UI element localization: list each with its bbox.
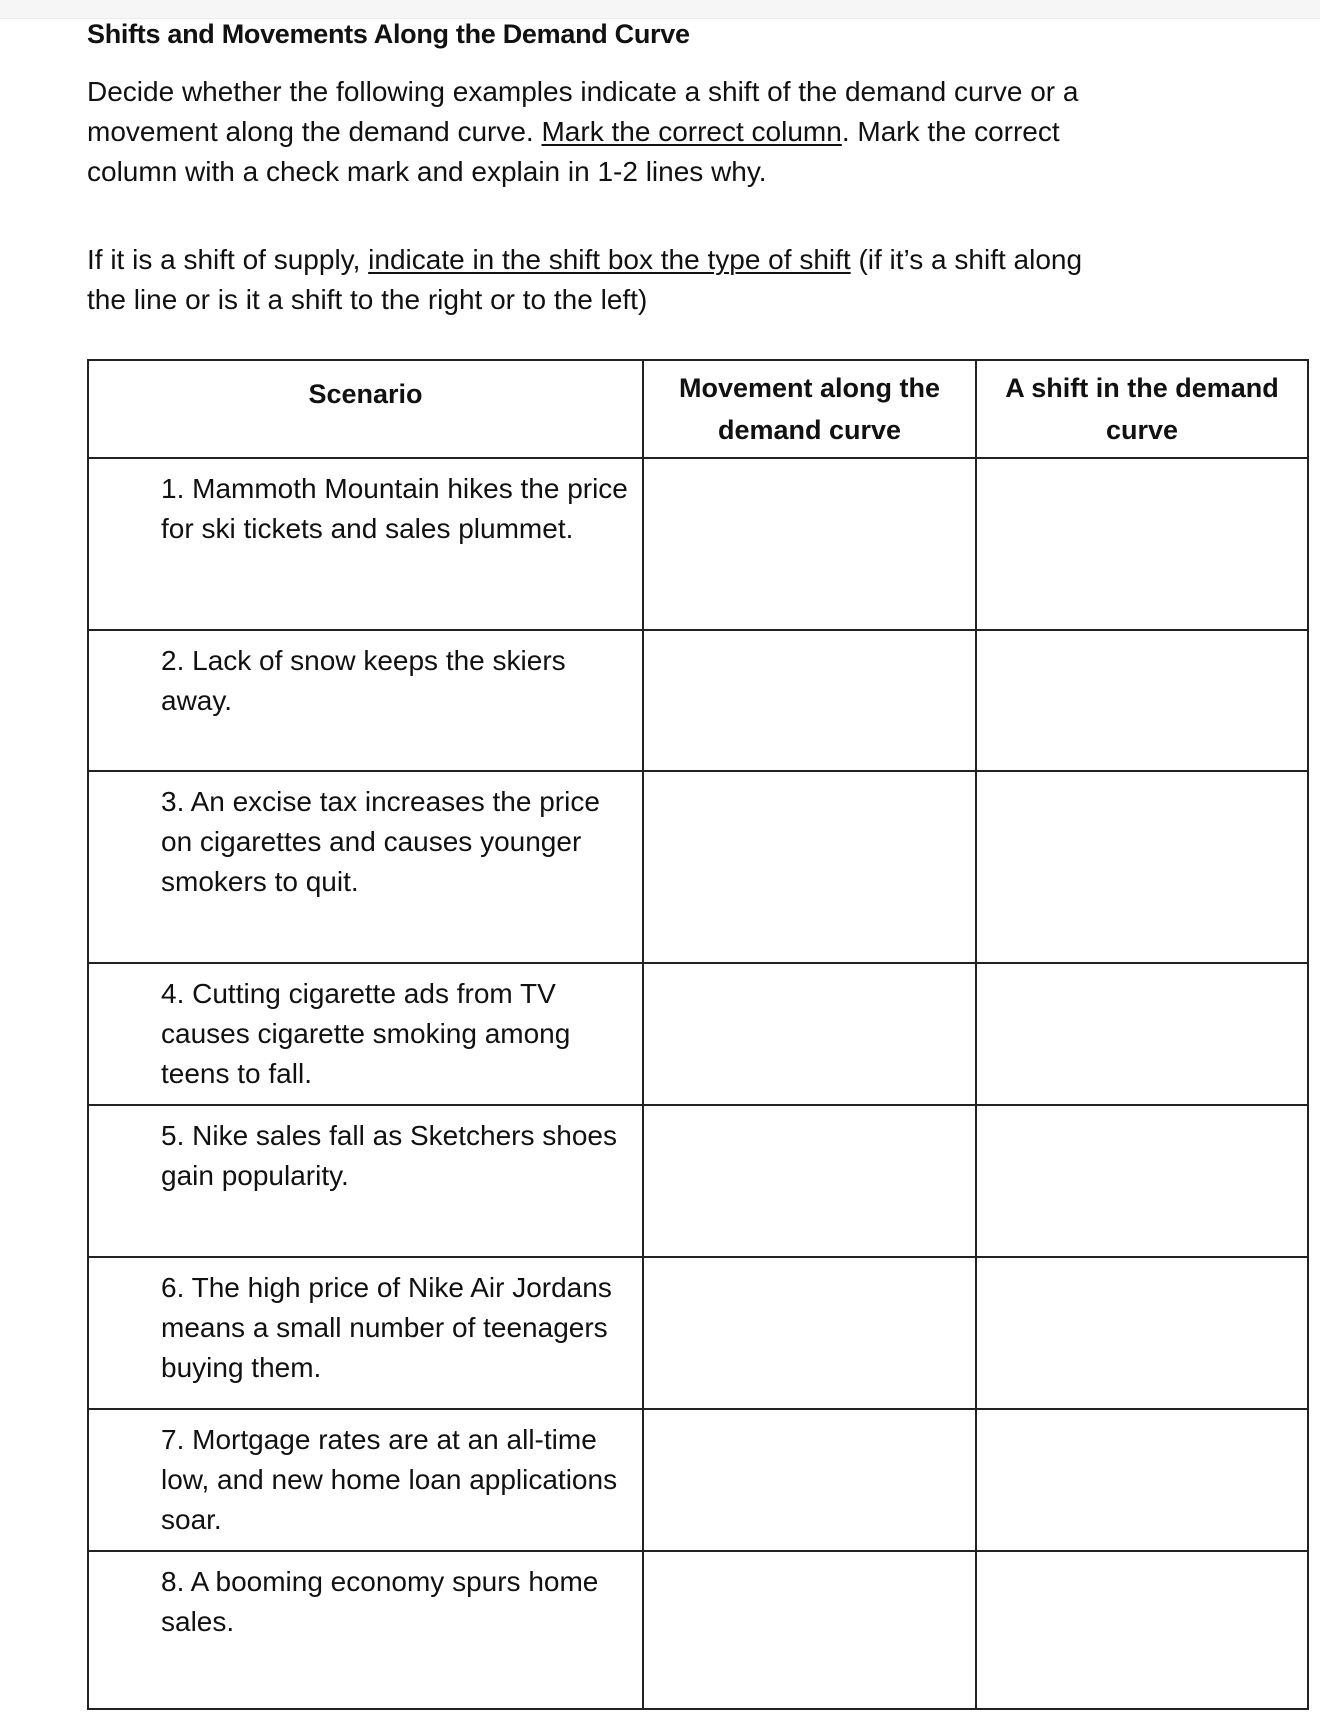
movement-answer-cell[interactable] [643,1551,976,1709]
worksheet [87,10,1307,1637]
instructions-paragraph-2 [87,240,1087,320]
instructions-2-text-end: (if it’s a shift along the line or is it a shift to the right or to the left) [87,244,1083,315]
instructions-1-text-end: . Mark the correct column with a check mark and explain in 1-2 lines why. [87,116,1060,187]
table-row [88,1551,1308,1709]
scenario-table [87,359,1309,1710]
table-row [88,1409,1308,1551]
shift-answer-cell[interactable] [976,1551,1308,1709]
shift-answer-cell[interactable] [976,1257,1308,1409]
shift-answer-cell[interactable] [976,771,1308,963]
scenario-cell: 7. Mortgage rates are at an all-time low, and new home loan applications soar. [88,1409,643,1551]
instructions-2-text-start: If it is a shift of supply, [87,244,369,275]
table-row [88,771,1308,963]
table-row [88,630,1308,771]
scenario-cell: 4. Cutting cigarette ads from TV causes cigarette smoking among teens to fall. [88,963,643,1105]
movement-answer-cell[interactable] [643,458,976,630]
instructions-2-underlined: indicate in the shift box the type of shift [368,244,851,275]
shift-answer-cell[interactable] [976,963,1308,1105]
table-header-row [88,360,1308,458]
scenario-cell: 6. The high price of Nike Air Jordans means a small number of teenagers buying them. [88,1257,643,1409]
table-row [88,963,1308,1105]
shift-answer-cell[interactable] [976,1105,1308,1257]
instructions-paragraph-1 [87,72,1087,192]
table-row [88,1257,1308,1409]
movement-answer-cell[interactable] [643,1105,976,1257]
instructions-1-text-start: Decide whether the following examples indicate a shift of the demand curve or a movement along the demand curve. [87,76,1079,147]
scenario-cell: 2. Lack of snow keeps the skiers away. [88,630,643,771]
instructions-1-underlined: Mark the correct column [541,116,842,147]
movement-answer-cell[interactable] [643,1257,976,1409]
header-scenario: Scenario [88,360,643,458]
scenario-cell: 5. Nike sales fall as Sketchers shoes gain popularity. [88,1105,643,1257]
shift-answer-cell[interactable] [976,630,1308,771]
worksheet-title: Shifts and Movements Along the Demand Curve [87,19,690,49]
movement-answer-cell[interactable] [643,963,976,1105]
scenario-cell: 3. An excise tax increases the price on cigarettes and causes younger smokers to quit. [88,771,643,963]
table-row [88,1105,1308,1257]
header-movement: Movement along the demand curve [643,360,976,458]
header-shift: A shift in the demand curve [976,360,1308,458]
movement-answer-cell[interactable] [643,630,976,771]
movement-answer-cell[interactable] [643,1409,976,1551]
scenario-cell: 8. A booming economy spurs home sales. [88,1551,643,1709]
shift-answer-cell[interactable] [976,458,1308,630]
scenario-cell: 1. Mammoth Mountain hikes the price for ski tickets and sales plummet. [88,458,643,630]
table-row [88,458,1308,630]
movement-answer-cell[interactable] [643,771,976,963]
shift-answer-cell[interactable] [976,1409,1308,1551]
